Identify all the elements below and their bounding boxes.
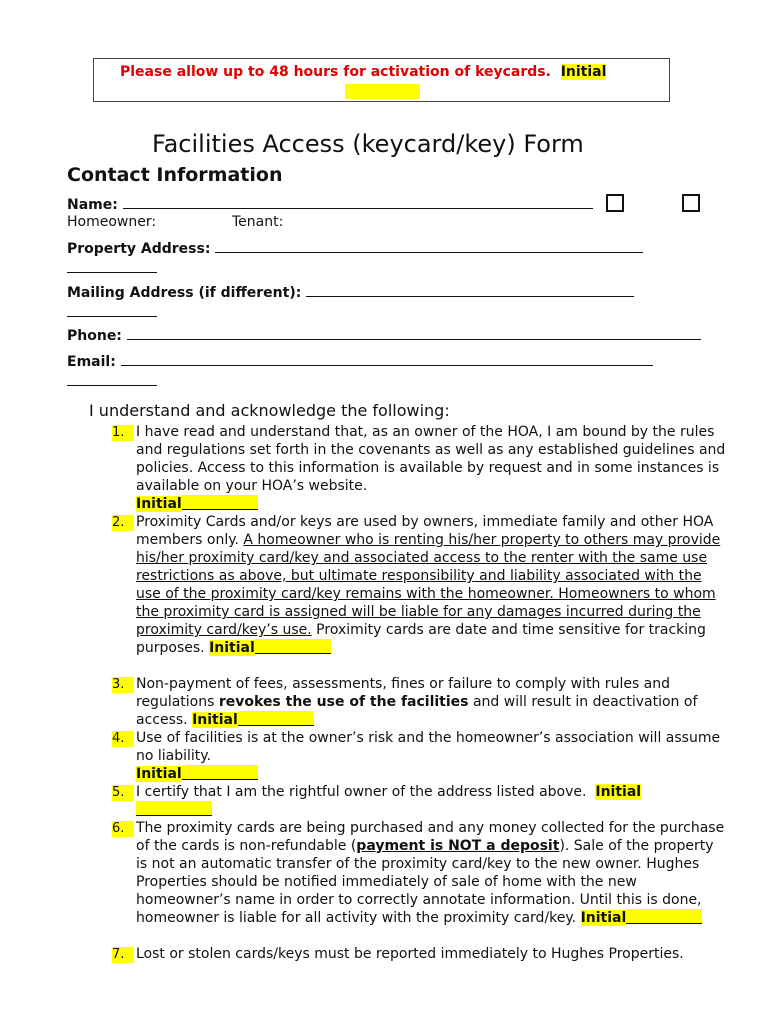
initial-label: Initial [192,712,238,728]
name-field[interactable] [123,196,593,209]
tenant-label: Tenant: [232,214,284,230]
email-field[interactable] [121,353,653,366]
item-text: Proximity cards are date and time sensitive for tracking purposes. [136,622,706,656]
phone-label: Phone: [67,328,122,344]
list-item [136,729,726,783]
mailing-field[interactable] [306,284,634,297]
item-number: 2. [112,515,134,531]
email-label: Email: [67,354,116,370]
initial-field[interactable] [182,765,258,780]
item-text-bold: revokes the use of the facilities [218,694,469,710]
notice-text: Please allow up to 48 hours for activation of keycards. Initial [120,64,607,80]
contact-heading: Contact Information [67,164,283,186]
initial-label: Initial [209,640,255,656]
mailing-field-cont[interactable] [67,302,157,317]
list-item [136,513,726,657]
initial-label: Initial [136,496,182,512]
item-number: 1. [112,425,134,441]
property-field[interactable] [215,240,643,253]
list-item [136,819,726,927]
initial-field[interactable] [238,711,314,726]
item-number: 5. [112,785,134,801]
initial-field[interactable] [136,801,212,816]
item-number: 4. [112,731,134,747]
initial-field[interactable] [626,909,702,924]
initial-field[interactable] [182,495,258,510]
name-label: Name: [67,197,118,213]
item-text: Proximity Cards and/or keys are used by owners, immediate family and other HOA members only. [136,514,714,548]
property-field-cont[interactable] [67,258,157,273]
email-field-cont[interactable] [67,371,157,386]
item-text: I certify that I am the rightful owner of the address listed above. [136,784,587,800]
homeowner-label: Homeowner: [67,214,157,230]
notice-initial: Initial [560,64,607,80]
initial-field[interactable] [255,639,331,654]
phone-field[interactable] [127,327,701,340]
page-title: Facilities Access (keycard/key) Form [152,130,584,158]
item-text: Non-payment of fees, assessments, fines or failure to comply with rules and regulations [136,676,671,710]
item-number: 3. [112,677,134,693]
item-number: 7. [112,947,134,963]
list-item [136,423,726,513]
email-row [67,353,653,370]
name-row [67,196,593,213]
mailing-label: Mailing Address (if different): [67,285,302,301]
list-item [136,675,726,729]
notice-initial-field[interactable] [345,84,420,99]
property-row [67,240,643,257]
initial-label: Initial [580,910,627,926]
item-text: ). Sale of the property is not an automatic transfer of the proximity card/key to the new owner. Hughes Properties should be notified immediately of sale of home with the new homeowner’s name in order to correctly annotate information. Until this is done, homeowner is liable for all activity with the proximity card/key. [136,838,714,926]
item-text: I have read and understand that, as an owner of the HOA, I am bound by the rules and regulations set forth in the covenants as well as any established guidelines and policies. Access to this information is available by request and in some instances is available on your HOA’s website. [136,424,726,494]
initial-label: Initial [595,784,642,800]
item-number: 6. [112,821,134,837]
item-text: and will result in deactivation of access. [136,694,698,728]
item-text: The proximity cards are being purchased and any money collected for the purchase of the cards is non-refundable ( [136,820,725,854]
mailing-row [67,284,634,301]
list-item [136,945,726,963]
property-label: Property Address: [67,241,211,257]
phone-row [67,327,701,344]
acknowledge-intro: I understand and acknowledge the following: [89,401,450,420]
item-text: Lost or stolen cards/keys must be reported immediately to Hughes Properties. [136,946,684,962]
item-text: Use of facilities is at the owner’s risk and the homeowner’s association will assume no liability. [136,730,721,764]
homeowner-checkbox[interactable] [606,194,624,212]
item-text-underlined: A homeowner who is renting his/her property to others may provide his/her proximity card/key and associated access to the renter with the same use restrictions as above, but ultimate responsibility and liability associated with the use of the proximity card/key remains with the homeowner. Homeowners to whom the proximity card is assigned will be liable for any damages incurred during the proximity card/key’s use. [136,532,721,638]
initial-label: Initial [136,766,182,782]
tenant-checkbox[interactable] [682,194,700,212]
list-item [136,783,726,819]
item-text-bold: payment is NOT a deposit [356,838,560,854]
